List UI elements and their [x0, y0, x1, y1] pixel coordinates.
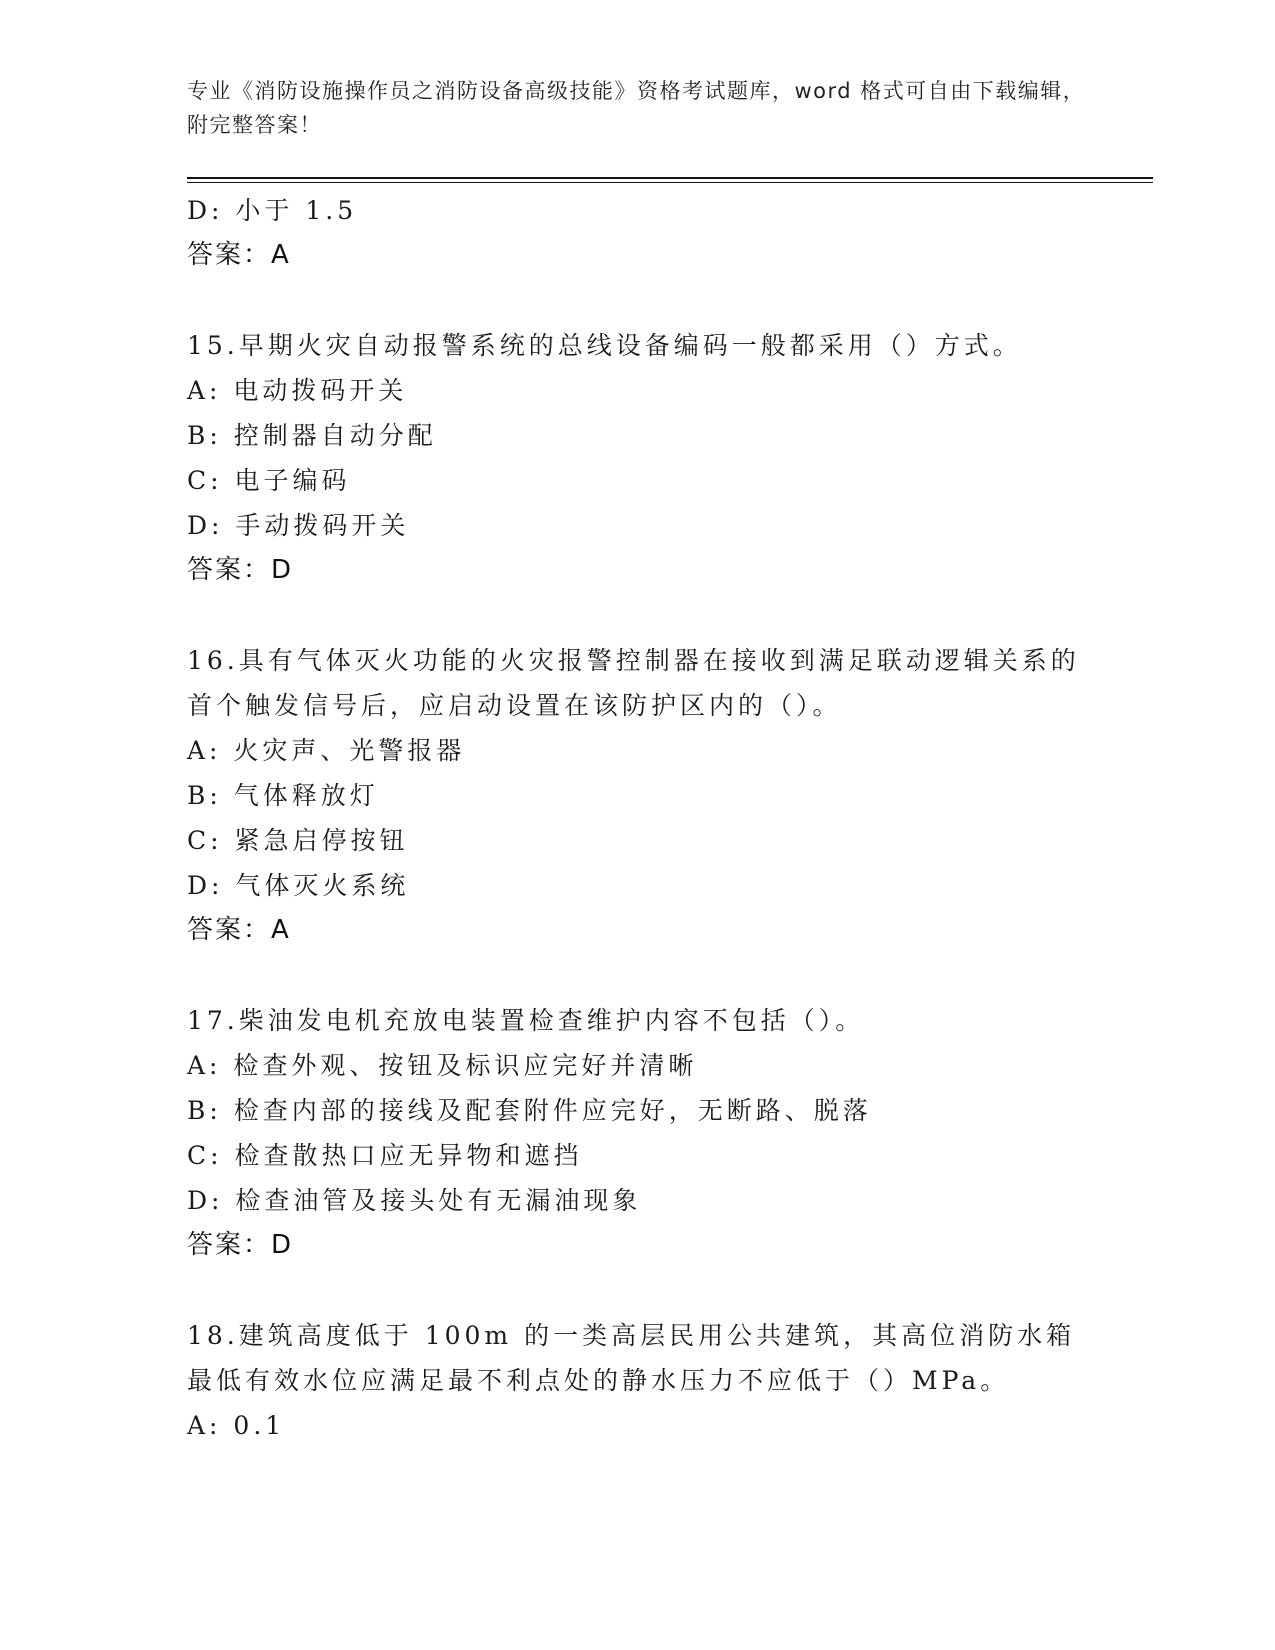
- option-d: D: 手动拨码开关: [187, 511, 410, 540]
- option-a: A: 火灾声、光警报器: [187, 736, 466, 765]
- spacer: [187, 1268, 1087, 1313]
- question-stem: 18.建筑高度低于 100m 的一类高层民用公共建筑，其高位消防水箱最低有效水位应满足最不利点处的静水压力不应低于（）MPa。: [187, 1321, 1076, 1395]
- question-stem: 16.具有气体灭火功能的火灾报警控制器在接收到满足联动逻辑关系的首个触发信号后，应启动设置在该防护区内的（）。: [187, 646, 1080, 720]
- option-a: A: 0.1: [187, 1411, 286, 1440]
- question-content: [187, 188, 1087, 1448]
- question-17: [187, 998, 1087, 1268]
- option-b: B: 控制器自动分配: [187, 421, 437, 450]
- option-d: D: 检查油管及接头处有无漏油现象: [187, 1186, 642, 1215]
- option-b: B: 气体释放灯: [187, 781, 379, 810]
- header-rule-thin: [187, 182, 1153, 183]
- question-stem: 15.早期火灾自动报警系统的总线设备编码一般都采用（）方式。: [187, 331, 1022, 360]
- option-d: D: 气体灭火系统: [187, 871, 410, 900]
- option-c: C: 电子编码: [187, 466, 351, 495]
- question-18: [187, 1313, 1087, 1448]
- option-a: A: 检查外观、按钮及标识应完好并清晰: [187, 1051, 698, 1080]
- answer: 答案：D: [187, 1230, 294, 1260]
- spacer: [187, 278, 1087, 323]
- prev-option-d: D: 小于 1.5: [187, 196, 358, 225]
- option-b: B: 检查内部的接线及配套附件应完好，无断路、脱落: [187, 1096, 872, 1125]
- spacer: [187, 953, 1087, 998]
- prev-answer: 答案：A: [187, 240, 291, 270]
- question-stem: 17.柴油发电机充放电装置检查维护内容不包括（）。: [187, 1006, 865, 1035]
- option-c: C: 检查散热口应无异物和遮挡: [187, 1141, 583, 1170]
- option-c: C: 紧急启停按钮: [187, 826, 409, 855]
- question-16: [187, 638, 1087, 953]
- answer: 答案：A: [187, 915, 291, 945]
- question-15: [187, 323, 1087, 593]
- header-rule-thick: [187, 177, 1153, 179]
- option-a: A: 电动拨码开关: [187, 376, 408, 405]
- spacer: [187, 593, 1087, 638]
- header-note: 专业《消防设施操作员之消防设备高级技能》资格考试题库，word 格式可自由下载编辑，附完整答案！: [187, 79, 1086, 137]
- answer: 答案：D: [187, 555, 294, 585]
